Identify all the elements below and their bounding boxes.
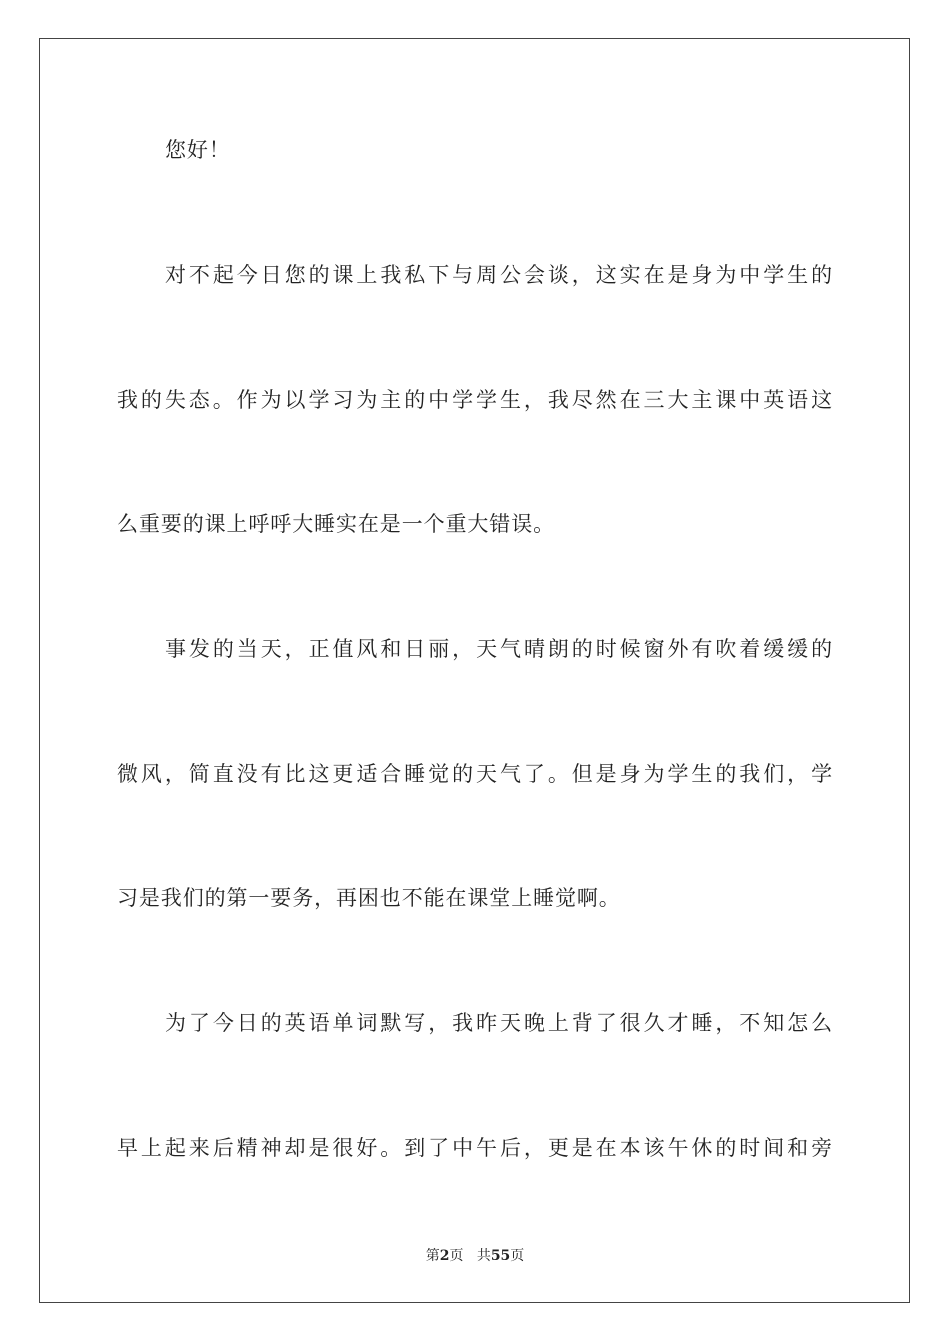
paragraph-1-line-1: 对不起今日您的课上我私下与周公会谈，这实在是身为中学生的 [165,263,833,287]
page-footer [0,1246,950,1266]
page-suffix: 页 [449,1248,464,1264]
paragraph-2-line-2: 微风，简直没有比这更适合睡觉的天气了。但是身为学生的我们，学 [117,762,833,786]
paragraph-1-line-3: 么重要的课上呼呼大睡实在是一个重大错误。 [117,512,555,536]
paragraph-3-line-2: 早上起来后精神却是很好。到了中午后，更是在本该午休的时间和旁 [117,1136,833,1160]
greeting: 您好！ [165,138,231,162]
total-suffix: 页 [510,1248,525,1264]
paragraph-1-line-2: 我的失态。作为以学习为主的中学学生，我尽然在三大主课中英语这 [117,388,833,412]
paragraph-3-line-1: 为了今日的英语单词默写，我昨天晚上背了很久才睡，不知怎么 [165,1011,833,1035]
page-number: 2 [439,1248,450,1264]
page-prefix: 第 [425,1248,440,1264]
page-border [39,38,910,1303]
paragraph-2-line-3: 习是我们的第一要务，再困也不能在课堂上睡觉啊。 [117,886,621,910]
total-pages: 55 [490,1248,511,1264]
paragraph-2-line-1: 事发的当天，正值风和日丽，天气晴朗的时候窗外有吹着缓缓的 [165,637,833,661]
total-prefix: 共 [476,1248,491,1264]
